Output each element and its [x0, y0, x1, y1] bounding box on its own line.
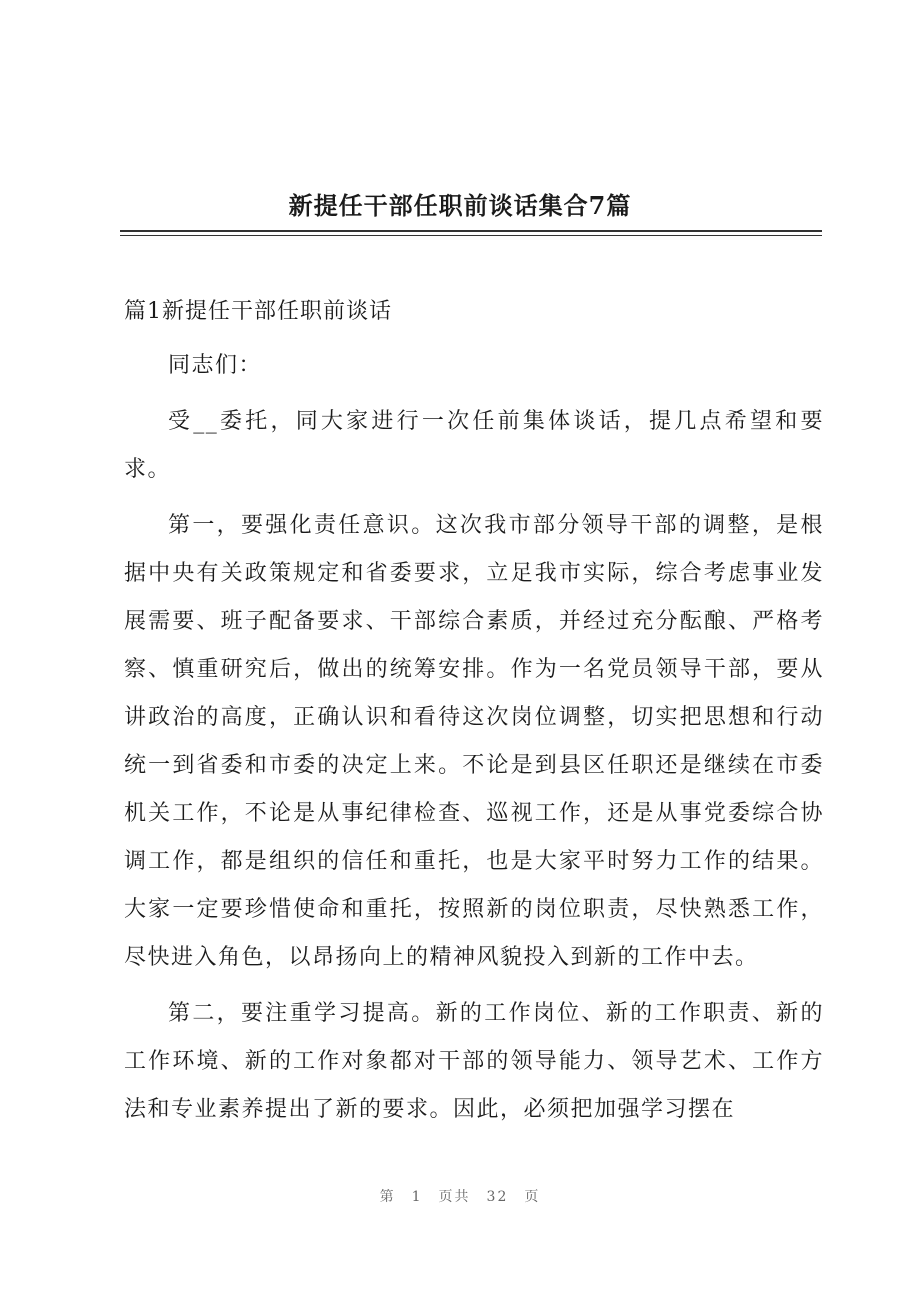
- title-divider-thin: [120, 235, 822, 236]
- footer-total-pages: 32: [486, 1189, 509, 1205]
- point-one-paragraph: 第一，要强化责任意识。这次我市部分领导干部的调整，是根据中央有关政策规定和省委要求，立足我市实际，综合考虑事业发展需要、班子配备要求、干部综合素质，并经过充分酝酿、严格考察、慎重研究后，做出的统筹安排。作为一名党员领导干部，要从讲政治的高度，正确认识和看待这次岗位调整，切实把思想和行动统一到省委和市委的决定上来。不论是到县区任职还是继续在市委机关工作，不论是从事纪律检查、巡视工作，还是从事党委综合协调工作，都是组织的信任和重托，也是大家平时努力工作的结果。大家一定要珍惜使命和重托，按照新的岗位职责，尽快熟悉工作，尽快进入角色，以昂扬向上的精神风貌投入到新的工作中去。: [124, 513, 824, 970]
- footer-prefix: 第: [379, 1189, 396, 1205]
- footer-suffix: 页: [524, 1189, 541, 1205]
- page-footer: [0, 1186, 920, 1206]
- point-two-paragraph: 第二，要注重学习提高。新的工作岗位、新的工作职责、新的工作环境、新的工作对象都对干部的领导能力、领导艺术、工作方法和专业素养提出了新的要求。因此，必须把加强学习摆在: [124, 1001, 824, 1122]
- intro-paragraph: 受__委托，同大家进行一次任前集体谈话，提几点希望和要求。: [124, 409, 824, 482]
- footer-page-number: 1: [411, 1189, 423, 1205]
- document-body: [124, 290, 824, 1142]
- document-title: 新提任干部任职前谈话集合7篇: [288, 191, 632, 220]
- title-divider-thick: [120, 230, 822, 232]
- section-heading: 篇1新提任干部任职前谈话: [124, 299, 392, 324]
- footer-middle: 页共: [438, 1189, 471, 1205]
- salutation-paragraph: 同志们：: [168, 353, 263, 378]
